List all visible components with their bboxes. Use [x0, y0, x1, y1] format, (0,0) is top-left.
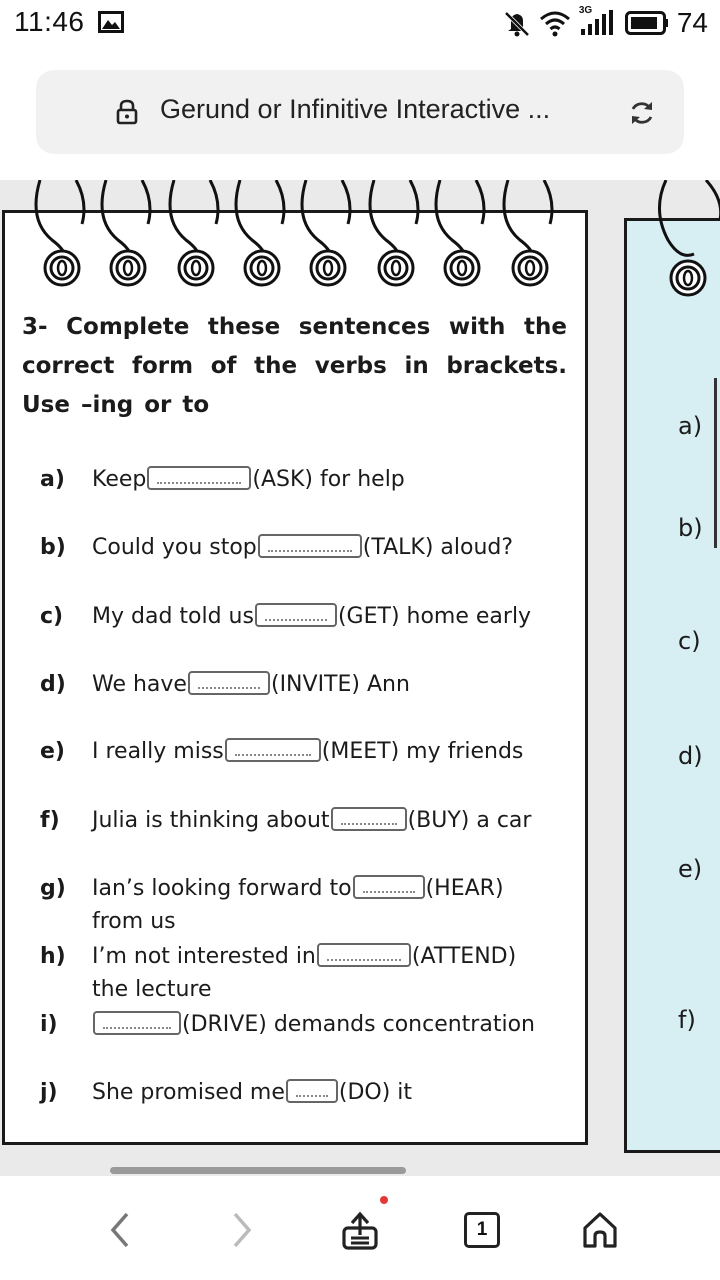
spiral-wire — [170, 180, 199, 260]
share-notification-dot — [380, 1196, 388, 1204]
side-worksheet-card — [624, 218, 720, 1153]
spiral-wire — [342, 180, 350, 224]
item-letter: d) — [40, 672, 66, 697]
item-text-after: (GET) home early — [337, 604, 532, 629]
status-time: 11:46 — [14, 6, 85, 37]
item-letter: e) — [40, 739, 65, 764]
lock-icon — [116, 99, 138, 125]
battery-icon — [625, 11, 669, 35]
item-text-before: Ian’s looking forward to — [92, 876, 352, 901]
answer-blank[interactable] — [147, 466, 251, 490]
spiral-wire — [476, 180, 484, 224]
side-spiral-ring — [650, 180, 720, 300]
answer-blank[interactable] — [317, 943, 411, 967]
spiral-wire — [210, 180, 218, 224]
answer-blank[interactable] — [225, 738, 321, 762]
status-bar — [0, 0, 720, 50]
item-text-after: (HEAR) — [425, 876, 504, 901]
item-letter: c) — [40, 604, 64, 629]
exercise-item — [40, 671, 410, 697]
exercise-item — [40, 807, 531, 833]
item-letter: g) — [40, 876, 66, 901]
address-bar[interactable] — [36, 70, 684, 154]
item-text-before: Could you stop — [92, 535, 257, 560]
scroll-indicator[interactable] — [714, 378, 717, 548]
share-button[interactable] — [338, 1208, 382, 1252]
spiral-wire — [36, 180, 65, 260]
spiral-wire — [370, 180, 399, 260]
exercise-item — [40, 466, 405, 492]
spiral-wire — [302, 180, 331, 260]
status-icons — [503, 6, 708, 40]
forward-button[interactable] — [220, 1208, 264, 1252]
answer-blank[interactable] — [353, 875, 425, 899]
home-button[interactable] — [578, 1208, 622, 1252]
spiral-wire — [544, 180, 552, 224]
wifi-icon — [539, 9, 571, 37]
answer-blank[interactable] — [258, 534, 362, 558]
side-item-letter: b) — [678, 514, 703, 542]
spiral-wire — [436, 180, 465, 260]
tab-count: 1 — [476, 1219, 488, 1240]
exercise-item — [40, 534, 513, 560]
bell-off-icon — [503, 9, 531, 37]
page-title[interactable]: Gerund or Infinitive Interactive ... — [160, 94, 551, 124]
item-text-before: Keep — [92, 467, 147, 492]
network-type-label: 3G — [578, 5, 593, 16]
side-item-letter: e) — [678, 855, 703, 883]
item-text-after: (MEET) my friends — [321, 739, 524, 764]
item-letter: j) — [40, 1080, 58, 1105]
item-text-after: (DO) it — [338, 1080, 413, 1105]
side-item-letter: d) — [678, 742, 703, 770]
share-icon — [340, 1209, 380, 1251]
spiral-wire — [76, 180, 84, 224]
spiral-binding — [0, 180, 600, 290]
item-text-after: (ASK) for help — [252, 467, 405, 492]
item-text-before: We have — [92, 672, 187, 697]
exercise-item — [40, 1011, 535, 1037]
item-letter: i) — [40, 1012, 58, 1037]
side-item-letter: c) — [678, 627, 701, 655]
item-text-before: I’m not interested in — [92, 944, 316, 969]
home-icon — [580, 1210, 620, 1250]
item-text-after: (TALK) aloud? — [362, 535, 514, 560]
bottom-navigation — [0, 1178, 720, 1280]
battery-level: 74 — [676, 7, 708, 38]
item-text-after: (ATTEND) — [411, 944, 517, 969]
item-text-before: Julia is thinking about — [92, 808, 330, 833]
item-text-before: My dad told us — [92, 604, 254, 629]
item-continuation: from us — [92, 909, 176, 934]
exercise-item — [40, 875, 504, 901]
back-arrow-icon — [105, 1210, 135, 1250]
back-button[interactable] — [98, 1208, 142, 1252]
spiral-wire — [504, 180, 533, 260]
item-text-before: I really miss — [92, 739, 224, 764]
answer-blank[interactable] — [93, 1011, 181, 1035]
tabs-icon — [464, 1212, 500, 1248]
item-letter: b) — [40, 535, 66, 560]
answer-blank[interactable] — [255, 603, 337, 627]
exercise-item — [40, 603, 531, 629]
answer-blank[interactable] — [188, 671, 270, 695]
item-text-after: (INVITE) Ann — [270, 672, 410, 697]
scroll-handle[interactable] — [110, 1167, 406, 1174]
page-content[interactable] — [0, 180, 720, 1176]
side-item-letter: a) — [678, 412, 703, 440]
item-text-after: (BUY) a car — [407, 808, 532, 833]
exercise-item — [40, 943, 516, 969]
exercise-instructions: 3- Complete these sentences with the correct form of the verbs in brackets. Use –ing or to — [22, 314, 567, 418]
item-letter: h) — [40, 944, 66, 969]
side-item-letter: f) — [678, 1006, 696, 1034]
tabs-button[interactable] — [460, 1208, 504, 1252]
spiral-wire — [142, 180, 150, 224]
answer-blank[interactable] — [331, 807, 407, 831]
spiral-wire — [236, 180, 265, 260]
forward-arrow-icon — [227, 1210, 257, 1250]
item-letter: f) — [40, 808, 60, 833]
item-text-after: (DRIVE) demands concentration — [182, 1012, 535, 1037]
answer-blank[interactable] — [286, 1079, 338, 1103]
item-letter: a) — [40, 467, 65, 492]
reload-icon[interactable] — [628, 99, 656, 127]
image-notification-icon — [98, 11, 124, 33]
exercise-item — [40, 738, 523, 764]
signal-icon — [578, 5, 617, 37]
spiral-wire — [276, 180, 284, 224]
spiral-wire — [410, 180, 418, 224]
exercise-item — [40, 1079, 412, 1105]
item-text-before: She promised me — [92, 1080, 285, 1105]
spiral-wire — [102, 180, 131, 260]
item-continuation: the lecture — [92, 977, 212, 1002]
